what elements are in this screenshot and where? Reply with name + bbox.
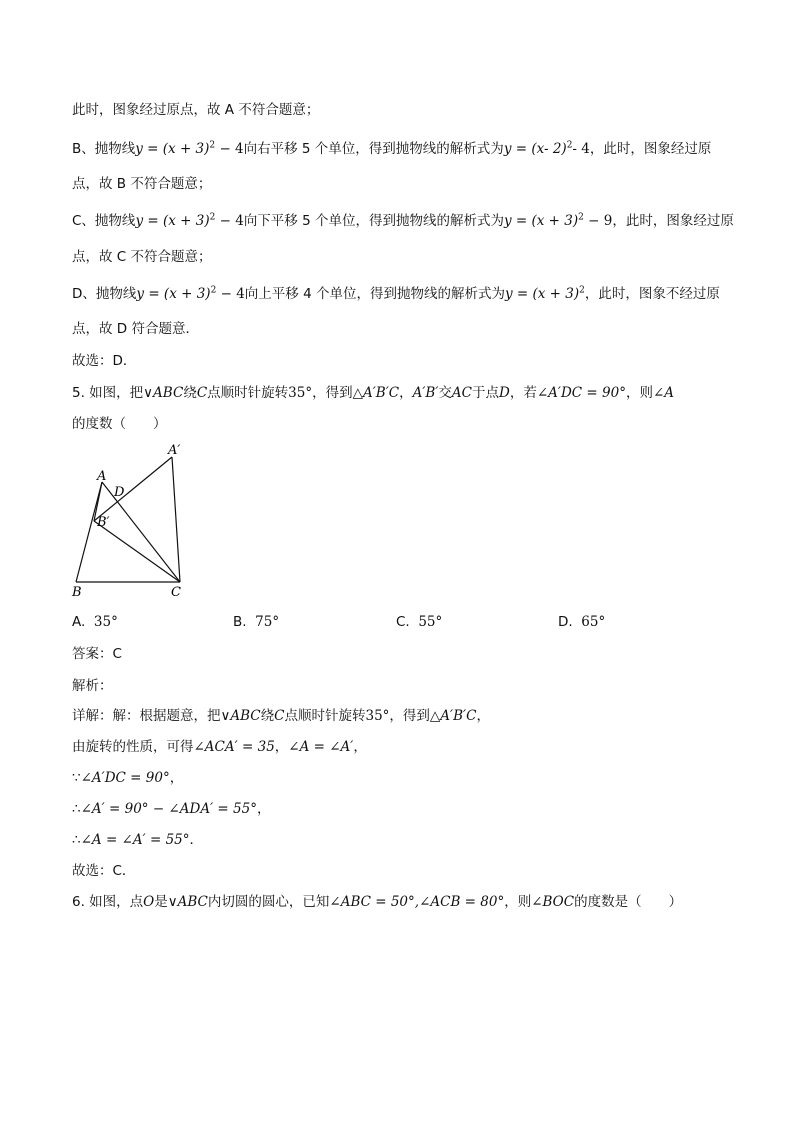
segment-a1-c [172, 457, 180, 582]
analysis-label: 解析： [72, 678, 113, 694]
label-a: A [97, 469, 107, 484]
option-b[interactable]: B. 75° [233, 614, 280, 630]
prev-solution-line-1: 此时，图象经过原点，故 A 不符合题意； [72, 102, 320, 118]
option-c[interactable]: C. 55° [396, 614, 443, 630]
option-a[interactable]: A. 35° [72, 614, 118, 630]
option-d-solution: D、抛物线$y = (x + 3)^2 - 4$向上平移 4 个单位，得到抛物线的解析式为$y = (x + 3)^2$，此时，图象不经过原 [72, 285, 720, 302]
option-b-solution: B、抛物线$y = (x + 3)^2 - 4$向右平移 5 个单位，得到抛物线的解析式为y = (x- 2)$^2$- 4，此时，图象经过原 [72, 140, 712, 157]
detail-line-2: 由旋转的性质，可得∠ACA′ = 35，∠A = ∠A′， [72, 739, 367, 755]
question-5-figure [64, 440, 194, 600]
answer: 答案：C [72, 646, 122, 662]
question-6-stem: 6. 如图，点O是∨ABC内切圆的圆心，已知∠ABC = 50°,∠ACB = 80°，则∠BOC的度数是（ ） [72, 894, 683, 910]
label-b: B [72, 585, 82, 600]
detail-line-5: ∴∠A = ∠A′ = 55°． [72, 832, 203, 848]
option-b-solution-line-2: 点，故 B 不符合题意； [72, 176, 212, 192]
label-c: C [171, 585, 181, 600]
detail-line-1: 详解：解：根据题意，把∨ABC绕C点顺时针旋转35°，得到△A′B′C， [72, 708, 490, 724]
segment-b1-c [94, 521, 180, 582]
option-c-solution: C、抛物线$y = (x + 3)^2 - 4$向下平移 5 个单位，得到抛物线的解析式为$y = (x + 3)^2 - 9$，此时，图象经过原 [72, 212, 734, 229]
detail-line-4: ∴∠A′ = 90° − ∠ADA′ = 55°， [72, 801, 271, 817]
question-5-stem: 5. 如图，把∨ABC绕C点顺时针旋转35°，得到△A′B′C，A′B′交AC于点D，若∠A′DC = 90°，则∠A [72, 385, 675, 401]
segment-a1-b1 [94, 457, 172, 521]
option-d-solution-line-2: 点，故 D 符合题意． [72, 321, 199, 337]
q5-choice: 故选：C． [72, 863, 136, 879]
prev-choice: 故选：D． [72, 353, 137, 369]
label-b-prime: B′ [97, 515, 110, 530]
option-d[interactable]: D. 65° [558, 614, 606, 630]
segment-a-b [76, 482, 102, 582]
question-5-stem-line-2: 的度数（ ） [72, 416, 167, 432]
label-d: D [114, 485, 125, 500]
detail-line-3: ∵∠A′DC = 90°， [72, 770, 184, 786]
option-c-solution-line-2: 点，故 C 不符合题意； [72, 249, 212, 265]
label-a-prime: A′ [168, 443, 181, 458]
